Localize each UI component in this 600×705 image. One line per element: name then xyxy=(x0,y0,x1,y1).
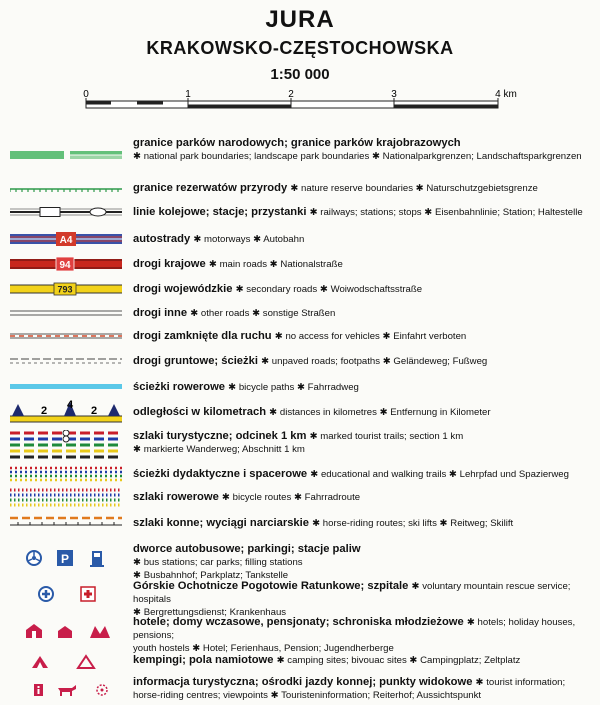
legend-label-pl: drogi inne xyxy=(133,307,188,319)
legend-label-en: ✱ main roads ✱ Nationalstraße xyxy=(208,259,343,270)
educational-trails-icon xyxy=(10,466,122,482)
legend-label-en: ✱ unpaved roads; footpaths ✱ Geländeweg; Fußweg xyxy=(261,356,488,367)
motorway-badge: A4 xyxy=(59,235,73,246)
main-road-badge: 94 xyxy=(59,260,71,271)
legend-label-pl: granice rezerwatów przyrody xyxy=(133,182,288,194)
legend-label-pl: szlaki rowerowe xyxy=(133,491,219,503)
motorway-icon xyxy=(10,232,122,246)
legend-label-pl: drogi wojewódzkie xyxy=(133,283,233,295)
legend-label-pl: granice parków narodowych; granice parków krajobrazowych xyxy=(133,137,461,149)
hotel-icon xyxy=(26,624,42,638)
legend-label-de: horse-riding centres; viewpoints ✱ Touristeninformation; Reiterhof; Aussichtspunkt xyxy=(133,690,482,701)
horse-routes-icon xyxy=(10,515,122,529)
viewpoint-icon xyxy=(97,685,107,695)
scale-tick-label: 2 xyxy=(288,89,294,100)
railway-icon xyxy=(10,206,122,218)
legend-label-de: ✱ Bergrettungsdienst; Krankenhaus xyxy=(133,607,287,618)
parking-letter: P xyxy=(60,552,70,566)
legend-label-de: ✱ Busbahnhof; Parkplatz; Tankstelle xyxy=(133,570,289,581)
youth-hostel-icon xyxy=(90,626,110,638)
map-subtitle: KRAKOWSKO-CZĘSTOCHOWSKA xyxy=(146,38,454,58)
legend-label-en: ✱ railways; stations; stops ✱ Eisenbahnlinie; Station; Haltestelle xyxy=(309,207,583,218)
legend-label-en: ✱ hotels; holiday houses, pensions; xyxy=(133,617,576,641)
bicycle-routes-icon xyxy=(10,488,122,508)
mountain-rescue-icon xyxy=(39,587,53,601)
legend-label-en: ✱ nature reserve boundaries ✱ Naturschutzgebietsgrenze xyxy=(290,183,538,194)
parking-icon xyxy=(57,550,73,566)
distance-number: 2 xyxy=(40,405,48,417)
legend-label-en: ✱ bicycle routes ✱ Fahrradroute xyxy=(221,492,361,503)
legend-label-pl: autostrady xyxy=(133,233,191,245)
distance-icon xyxy=(10,398,122,424)
legend-label-pl: ścieżki rowerowe xyxy=(133,381,226,393)
scale-bar xyxy=(0,86,600,112)
legend-label-pl: kempingi; pola namiotowe xyxy=(133,654,274,666)
holiday-house-icon xyxy=(58,626,72,638)
legend-label-en: ✱ bicycle paths ✱ Fahrradweg xyxy=(228,382,359,393)
hotel-icons xyxy=(10,620,122,640)
distance-number: 4 xyxy=(66,399,74,411)
legend-label-en: ✱ camping sites; bivouac sites ✱ Campingplatz; Zeltplatz xyxy=(276,655,521,666)
legend-label-en: ✱ voluntary mountain rescue service; hospitals xyxy=(133,581,571,605)
legend-label-de: ✱ markierte Wanderweg; Abschnitt 1 km xyxy=(133,444,305,455)
bus-station-icon xyxy=(27,551,41,565)
legend-label-pl: informacja turystyczna; ośrodki jazdy konnej; punkty widokowe xyxy=(133,676,473,688)
camping-icons xyxy=(10,654,122,670)
legend-label-en: ✱ other roads ✱ sonstige Straßen xyxy=(190,308,336,319)
distance-number: 2 xyxy=(90,405,98,417)
other-road-icon xyxy=(10,309,122,317)
secondary-road-badge: 793 xyxy=(57,284,73,295)
horse-riding-icon xyxy=(58,685,76,696)
legend-label-pl: ścieżki dydaktyczne i spacerowe xyxy=(133,468,308,480)
bicycle-path-icon xyxy=(10,384,122,390)
legend-label-pl: drogi gruntowe; ścieżki xyxy=(133,355,258,367)
legend-label-pl: drogi krajowe xyxy=(133,258,206,270)
legend-label-en: ✱ distances in kilometres ✱ Entfernung in Kilometer xyxy=(269,407,491,418)
main-road-icon xyxy=(10,257,122,271)
bus-parking-fuel-icons xyxy=(10,547,122,569)
scale-tick-label: 3 xyxy=(391,89,397,100)
legend-label-en: ✱ horse-riding routes; ski lifts ✱ Reitweg; Skilift xyxy=(312,518,514,529)
legend-label-en: ✱ no access for vehicles ✱ Einfahrt verboten xyxy=(274,331,467,342)
info-horse-view-icons xyxy=(10,682,122,698)
scale-tick-label: 0 xyxy=(83,89,89,100)
legend-label-pl: drogi zamknięte dla ruchu xyxy=(133,330,272,342)
legend-label-en: ✱ motorways ✱ Autobahn xyxy=(193,234,305,245)
reserve-boundary-icon xyxy=(10,187,122,193)
legend-label-pl: Górskie Ochotnicze Pogotowie Ratunkowe; szpitale xyxy=(133,580,409,592)
scale-tick-label: 4 km xyxy=(495,89,517,100)
hospital-icon xyxy=(81,587,95,601)
park-boundary-icon xyxy=(10,151,122,159)
tourist-info-icon xyxy=(34,684,43,696)
map-title: JURA xyxy=(265,6,335,33)
rescue-hospital-icons xyxy=(10,584,122,604)
legend-label-de: youth hostels ✱ Hotel; Ferienhaus, Pension; Jugendherberge xyxy=(133,643,394,654)
legend-label-en: ✱ national park boundaries; landscape park boundaries ✱ Nationalparkgrenzen; Landschaftsparkgrenzen xyxy=(133,151,582,162)
scale-tick-label: 1 xyxy=(185,89,191,100)
legend-label-en: ✱ tourist information; xyxy=(475,677,566,688)
tourist-trails-icon xyxy=(10,430,122,460)
legend-label-en: ✱ bus stations; car parks; filling stations xyxy=(133,557,303,568)
legend-label-pl: hotele; domy wczasowe, pensjonaty; schroniska młodzieżowe xyxy=(133,616,464,628)
legend-label-pl: szlaki turystyczne; odcinek 1 km xyxy=(133,430,307,442)
legend-label-en: ✱ marked tourist trails; section 1 km xyxy=(309,431,464,442)
legend-label-en: ✱ secondary roads ✱ Woiwodschaftsstraße xyxy=(235,284,423,295)
legend-label-pl: odległości w kilometrach xyxy=(133,406,267,418)
legend-label-pl: linie kolejowe; stacje; przystanki xyxy=(133,206,307,218)
secondary-road-icon xyxy=(10,282,122,296)
legend-label-en: ✱ educational and walking trails ✱ Lehrpfad und Spazierweg xyxy=(310,469,569,480)
camping-icon xyxy=(32,656,48,668)
unpaved-road-icon xyxy=(10,357,122,365)
legend-label-pl: dworce autobusowe; parkingi; stacje paliw xyxy=(133,543,361,555)
scale-ratio: 1:50 000 xyxy=(270,66,330,83)
bivouac-icon xyxy=(78,656,94,668)
legend-label-pl: szlaki konne; wyciągi narciarskie xyxy=(133,517,309,529)
fuel-station-icon xyxy=(90,551,104,567)
closed-road-icon xyxy=(10,332,122,340)
